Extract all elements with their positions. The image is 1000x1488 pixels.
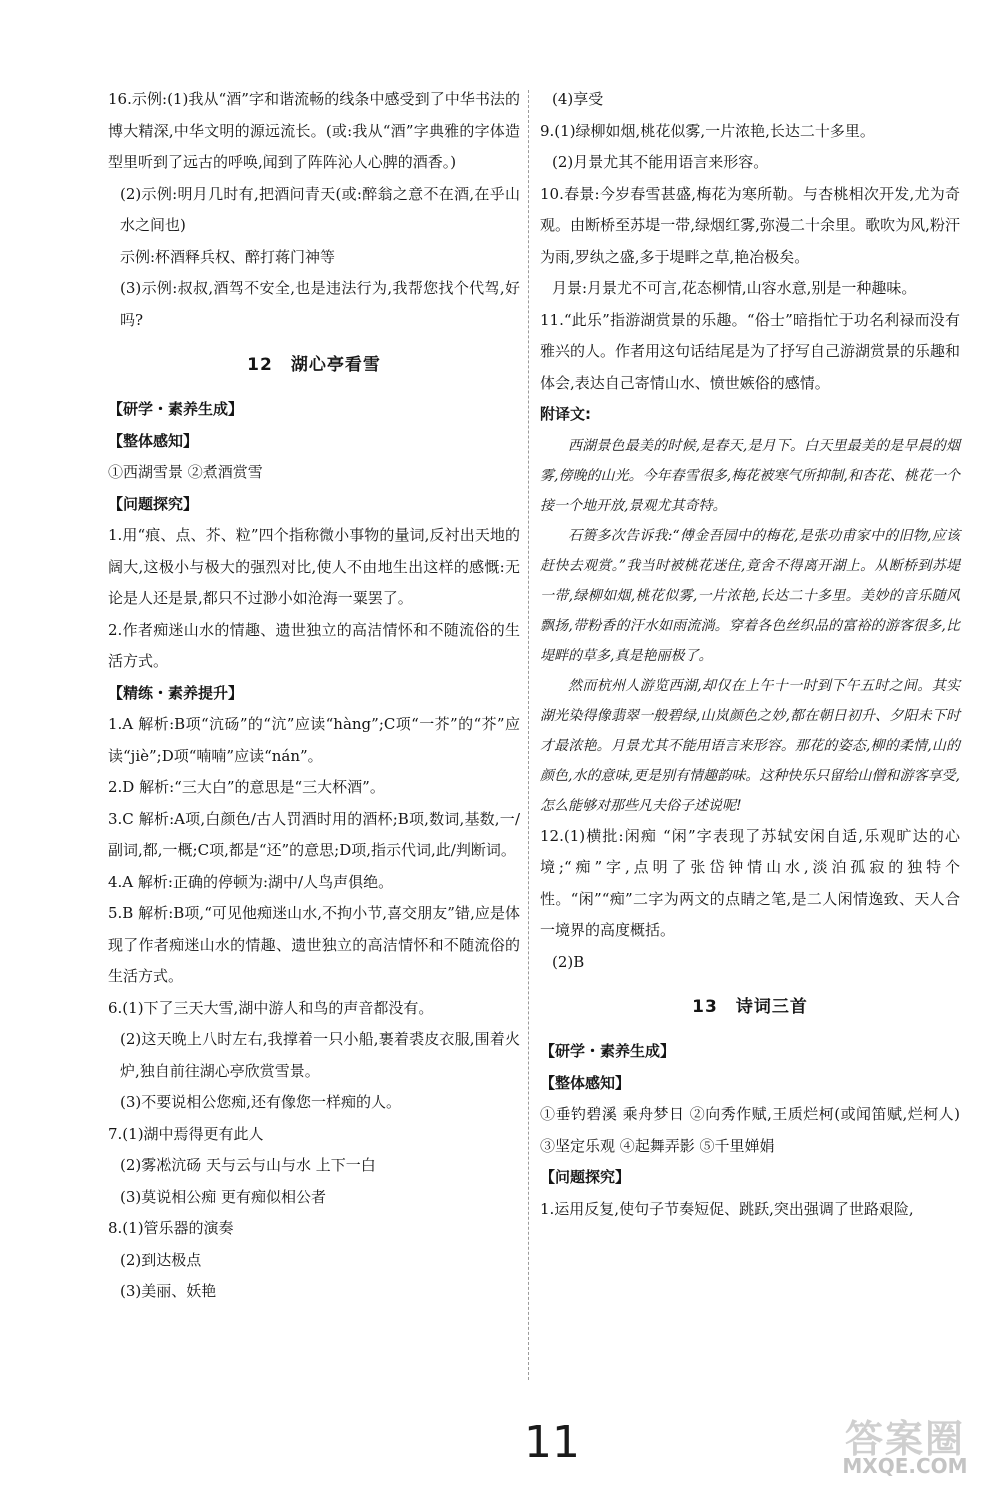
watermark-logo: [820, 1408, 990, 1482]
section-wenti-13: 【问题探究】: [540, 1168, 631, 1186]
jinglian-4: 4.A 解析:正确的停顿为:湖中/人鸟声俱绝。: [108, 872, 394, 891]
answer-12-2: (2)B: [552, 952, 585, 971]
right-column: [540, 84, 960, 1225]
translation-paragraph-1: 西湖景色最美的时候,是春天,是月下。白天里最美的是早晨的烟雾,傍晚的山光。今年春雪很多,梅花被寒气所抑制,和杏花、桃花一个接一个地开放,景观尤其奇特。: [540, 437, 960, 514]
answer-16-1: 16.示例:(1)我从“酒”字和谐流畅的线条中感受到了中华书法的博大精深,中华文明的源远流长。(或:我从“酒”字典雅的字体造型里听到了远古的呼唤,闻到了阵阵沁人心脾的酒香。): [108, 90, 520, 171]
jinglian-8-3: (3)美丽、妖艳: [120, 1282, 217, 1300]
lesson-13-title: 诗词三首: [735, 997, 808, 1017]
jinglian-6-2: (2)这天晚上八时左右,我撑着一只小船,裹着裘皮衣服,围着火炉,独自前往湖心亭欣赏雪景。: [120, 1030, 520, 1080]
jinglian-8-2: (2)到达极点: [120, 1250, 202, 1269]
jinglian-1: 1.A 解析:B项“沆砀”的“沆”应读“hàng”;C项“一芥”的“芥”应读“jiè”;D项“喃喃”应读“nán”。: [108, 715, 520, 765]
answer-16-3: (3)示例:叔叔,酒驾不安全,也是违法行为,我帮您找个代驾,好吗?: [120, 279, 520, 329]
translation-label: 附译文:: [540, 405, 591, 423]
jinglian-6-3: (3)不要说相公您痴,还有像您一样痴的人。: [120, 1093, 402, 1111]
answer-9-2: (2)月景尤其不能用语言来形容。: [552, 153, 769, 171]
wenti-2: 2.作者痴迷山水的情趣、遗世独立的高洁情怀和不随流俗的生活方式。: [108, 620, 520, 670]
section-zhengti: 【整体感知】: [108, 431, 199, 450]
column-divider: [528, 90, 529, 1380]
lesson-12-heading: [108, 336, 520, 394]
jinglian-6-1: 6.(1)下了三天大雪,湖中游人和鸟的声音都没有。: [108, 998, 434, 1017]
jinglian-3: 3.C 解析:A项,白颜色/古人罚酒时用的酒杯;B项,数词,基数,一/副词,都,一概;C项,都是“还”的意思;D项,指示代词,此/判断词。: [108, 809, 520, 859]
section-wenti: 【问题探究】: [108, 494, 199, 513]
page-number: 11: [524, 1417, 580, 1468]
lesson-12-number: 12: [247, 355, 273, 375]
lesson-13-heading: [540, 978, 960, 1036]
answer-11: 11.“此乐”指游湖赏景的乐趣。“俗士”暗指忙于功名利禄而没有雅兴的人。作者用这句话结尾是为了抒写自己游湖赏景的乐趣和体会,表达自己寄情山水、愤世嫉俗的感情。: [540, 310, 961, 392]
jinglian-2: 2.D 解析:“三大白”的意思是“三大杯酒”。: [108, 778, 385, 796]
answer-10-moon: 月景:月景尤不可言,花态柳情,山容水意,别是一种趣味。: [552, 279, 917, 297]
section-jinglian: 【精练・素养提升】: [108, 683, 244, 702]
answer-12-1: 12.(1)横批:闲痴 “闲”字表现了苏轼安闲自适,乐观旷达的心境;“痴”字,点明了张岱钟情山水,淡泊孤寂的独特个性。“闲”“痴”二字为两文的点睛之笔,是二人闲情逸致、天人合一境界的高度概括。: [540, 826, 960, 939]
section-yanxue-13: 【研学・素养生成】: [540, 1042, 676, 1060]
zhengti-text-13: ①垂钓碧溪 乘舟梦日 ②向秀作赋,王质烂柯(或闻笛赋,烂柯人) ③坚定乐观 ④起舞弄影 ⑤千里婵娟: [540, 1105, 960, 1155]
translation-paragraph-2: 石篑多次告诉我:“傅金吾园中的梅花,是张功甫家中的旧物,应该赶快去观赏。”我当时被桃花迷住,竟舍不得离开湖上。从断桥到苏堤一带,绿柳如烟,桃花似雾,一片浓艳,长达二十多里。美妙的音乐随风飘扬,带粉香的汗水如雨流淌。穿着各色丝织品的富裕的游客很多,比堤畔的草多,真是艳丽极了。: [540, 527, 960, 664]
wenti-1: 1.用“痕、点、芥、粒”四个指称微小事物的量词,反衬出天地的阔大,这极小与极大的强烈对比,使人不由地生出这样的感慨:无论是人还是景,都只不过渺小如沧海一粟罢了。: [108, 526, 520, 607]
section-yanxue: 【研学・素养生成】: [108, 400, 244, 418]
answer-10-spring: 10.春景:今岁春雪甚盛,梅花为寒所勒。与杏桃相次开发,尤为奇观。由断桥至苏堤一带,绿烟红雾,弥漫二十余里。歌吹为风,粉汗为雨,罗纨之盛,多于堤畔之草,艳冶极矣。: [540, 184, 960, 266]
section-zhengti-13: 【整体感知】: [540, 1073, 631, 1092]
jinglian-8-1: 8.(1)管乐器的演奏: [108, 1219, 234, 1237]
lesson-13-number: 13: [692, 997, 718, 1017]
jinglian-5: 5.B 解析:B项,“可见他痴迷山水,不拘小节,喜交朋友”错,应是体现了作者痴迷山水的情趣、遗世独立的高洁情怀和不随流俗的生活方式。: [108, 904, 520, 985]
answer-16-2-example: 示例:杯酒释兵权、醉打蒋门神等: [120, 247, 336, 266]
answer-16-2: (2)示例:明月几时有,把酒问青天(或:醉翁之意不在酒,在乎山水之间也): [120, 184, 520, 234]
translation-paragraph-3: 然而杭州人游览西湖,却仅在上午十一时到下午五时之间。其实湖光染得像翡翠一般碧绿,山岚颜色之妙,都在朝日初升、夕阳未下时才最浓艳。月景尤其不能用语言来形容。那花的姿态,柳的柔情,山的颜色,水的意味,更是别有情趣韵味。这种快乐只留给山僧和游客享受,怎么能够对那些凡夫俗子述说呢!: [540, 677, 960, 814]
lesson-12-title: 湖心亭看雪: [290, 355, 381, 375]
watermark-main-text: 答案圈: [844, 1417, 965, 1461]
watermark-url: MXQE.COM: [842, 1454, 968, 1478]
answer-8-4: (4)享受: [552, 90, 604, 108]
zhengti-text: ①西湖雪景 ②煮酒赏雪: [108, 463, 263, 481]
jinglian-7-1: 7.(1)湖中焉得更有此人: [108, 1124, 264, 1143]
answer-9-1: 9.(1)绿柳如烟,桃花似雾,一片浓艳,长达二十多里。: [540, 121, 875, 140]
wenti-13-1: 1.运用反复,使句子节奏短促、跳跃,突出强调了世路艰险,: [540, 1199, 914, 1218]
jinglian-7-3: (3)莫说相公痴 更有痴似相公者: [120, 1187, 327, 1206]
jinglian-7-2: (2)雾凇沆砀 天与云与山与水 上下一白: [120, 1156, 376, 1174]
left-column: [108, 84, 520, 1308]
